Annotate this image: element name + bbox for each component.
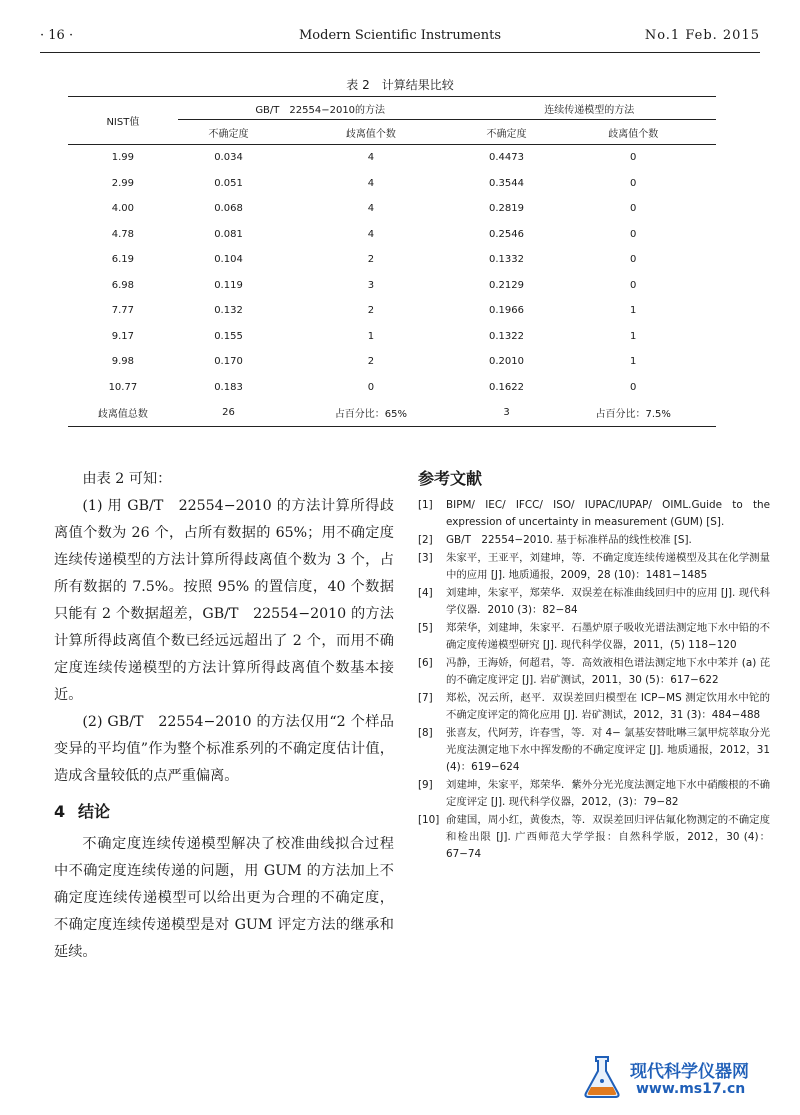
gbt-outliers-cell: 4	[367, 228, 375, 240]
total-cell: 26	[222, 407, 235, 419]
gbt-uncertainty-cell: 0.183	[214, 381, 243, 393]
nist-value-cell: 9.98	[111, 356, 135, 368]
gbt-uncertainty-cell: 0.132	[214, 305, 243, 317]
references	[418, 466, 770, 864]
nist-value-cell: 6.19	[111, 254, 135, 266]
total-cell: 占百分比：7.5%	[595, 409, 671, 421]
continuous-uncertainty-cell: 0.3544	[489, 177, 524, 189]
references-title: 参考文献	[418, 469, 483, 488]
continuous-uncertainty-cell: 0.1966	[489, 305, 524, 317]
nist-value-cell: 10.77	[108, 381, 138, 393]
header-rule	[40, 52, 760, 53]
continuous-uncertainty-cell: 0.2010	[489, 356, 524, 368]
journal-name: Modern Scientific Instruments	[298, 28, 502, 43]
reference-number: [3]	[418, 552, 433, 564]
continuous-outliers-cell: 0	[630, 203, 637, 215]
gbt-outliers-cell: 3	[367, 279, 375, 291]
reference-text: 张喜友，代阿芳，许春雪，等．对 4− 氯基安替吡啉三氯甲烷萃取分光光度法测定地下水中挥发酚的不确定度评定 [J]. 地质通报，2012，31 (4)：619−624	[446, 727, 770, 773]
nist-value-cell: 9.17	[111, 330, 135, 342]
continuous-outliers-cell: 1	[630, 305, 637, 317]
total-cell: 歧离值总数	[97, 409, 148, 421]
nist-value-cell: 4.78	[111, 228, 135, 240]
gbt-outliers-cell: 1	[367, 330, 375, 342]
continuous-uncertainty-cell: 0.2546	[489, 228, 524, 240]
reference-number: [4]	[418, 587, 433, 599]
gbt-uncertainty-cell: 0.081	[214, 228, 243, 240]
section-heading	[54, 798, 394, 825]
continuous-uncertainty-cell: 0.1332	[489, 254, 524, 266]
continuous-uncertainty-cell: 0.1622	[489, 381, 524, 393]
reference-text: 刘建坤，朱家平，郑荣华．紫外分光光度法测定地下水中硝酸根的不确定度评定 [J]. 现代科学仪器，2012，(3)：79−82	[446, 779, 770, 808]
reference-item	[418, 655, 770, 689]
nist-value-cell: 4.00	[111, 203, 135, 215]
table-row	[68, 375, 716, 401]
reference-number: [5]	[418, 622, 433, 634]
watermark-name: 现代科学仪器网	[630, 1062, 749, 1082]
reference-number: [9]	[418, 779, 433, 791]
nist-value-cell: 6.98	[111, 279, 135, 291]
table-row	[68, 222, 716, 248]
reference-item	[418, 690, 770, 724]
reference-item	[418, 497, 770, 531]
table-row	[68, 324, 716, 350]
paragraph: (2) GB/T 22554−2010 的方法仅用“2 个样品变异的平均值”作为整个标准系列的不确定度估计值，造成含量较低的点严重偏离。	[54, 714, 394, 784]
reference-text: BIPM/ IEC/ IFCC/ ISO/ IUPAC/IUPAP/ OIML.Guide to the expression of uncertainty in measurement (GUM) [S].	[446, 499, 770, 528]
page-number: · 16 ·	[40, 28, 74, 43]
reference-item	[418, 585, 770, 619]
continuous-outliers-cell: 0	[630, 254, 637, 266]
nist-value-cell: 2.99	[111, 177, 135, 189]
reference-number: [1]	[418, 499, 433, 511]
group-continuous: 连续传递模型的方法	[463, 97, 716, 120]
continuous-outliers-cell: 0	[630, 381, 637, 393]
reference-text: 朱家平，王亚平，刘建坤，等．不确定度连续传递模型及其在化学测量中的应用 [J]. 地质通报，2009，28 (10)：1481−1485	[446, 552, 770, 581]
issue-info: No.1 Feb. 2015	[644, 28, 760, 43]
continuous-outliers-cell: 0	[630, 177, 637, 189]
nist-value-cell: 1.99	[111, 152, 135, 164]
reference-item	[418, 812, 770, 863]
table-row	[68, 196, 716, 222]
reference-text: 刘建坤，朱家平，郑荣华．双误差在标准曲线回归中的应用 [J]. 现代科学仪器．2010 (3)：82−84	[446, 587, 770, 616]
gbt-outliers-cell: 0	[367, 381, 375, 393]
col-outliers-1: 歧离值个数	[279, 120, 462, 145]
running-header	[40, 28, 760, 48]
continuous-uncertainty-cell: 0.2129	[489, 279, 524, 291]
gbt-uncertainty-cell: 0.034	[214, 152, 243, 164]
reference-list	[418, 497, 770, 863]
gbt-outliers-cell: 4	[367, 203, 375, 215]
reference-number: [8]	[418, 727, 433, 739]
reference-item	[418, 725, 770, 776]
section-title: 结论	[78, 802, 111, 821]
reference-item	[418, 620, 770, 654]
continuous-uncertainty-cell: 0.2819	[489, 203, 524, 215]
gbt-uncertainty-cell: 0.068	[214, 203, 243, 215]
col-outliers-2: 歧离值个数	[550, 120, 716, 145]
table-row	[68, 247, 716, 273]
gbt-uncertainty-cell: 0.155	[214, 330, 243, 342]
total-cell: 3	[503, 407, 510, 419]
table-row	[68, 349, 716, 375]
table-row	[68, 298, 716, 324]
gbt-uncertainty-cell: 0.170	[214, 356, 243, 368]
col-nist: NIST值	[68, 97, 178, 145]
nist-value-cell: 7.77	[111, 305, 135, 317]
table-caption: 表 2 计算结果比较	[346, 78, 454, 92]
continuous-outliers-cell: 0	[630, 228, 637, 240]
paragraph: 不确定度连续传递模型解决了校准曲线拟合过程中不确定度连续传递的问题，用 GUM 的方法加上不确定度连续传递模型可以给出更为合理的不确定度，不确定度连续传递模型是对 GUM 评定方法的继承和延续。	[54, 836, 394, 960]
reference-text: 俞建国，周小红，黄俊杰，等．双误差回归评估氟化物测定的不确定度和检出限 [J]. 广西师范大学学报：自然科学版，2012，30 (4)：67−74	[446, 814, 770, 860]
watermark-url: www.ms17.cn	[636, 1081, 746, 1097]
group-gbt: GB/T 22554−2010的方法	[178, 97, 463, 120]
gbt-outliers-cell: 4	[367, 152, 375, 164]
gbt-outliers-cell: 2	[367, 305, 375, 317]
col-uncertainty-2: 不确定度	[463, 120, 551, 145]
reference-item	[418, 532, 770, 549]
reference-item	[418, 550, 770, 584]
gbt-uncertainty-cell: 0.104	[214, 254, 243, 266]
paragraph: (1) 用 GB/T 22554−2010 的方法计算所得歧离值个数为 26 个，占所有数据的 65%；用不确定度连续传递模型的方法计算所得歧离值个数为 3 个，占所有数据的 7.5%。按照 95% 的置信度，40 个数据只能有 2 个数据超差，GB/T 22554−2010 的方法计算所得歧离值个数已经远远超出了 2 个，而用不确定度连续传递模型的方法计算所得歧离值个数基本接近。	[54, 498, 394, 703]
flask-logo-icon	[578, 1053, 626, 1101]
reference-item	[418, 777, 770, 811]
reference-text: 冯静，王海娇，何超君，等．高效液相色谱法测定地下水中苯并 (a) 芘的不确定度评定 [J]. 岩矿测试，2011，30 (5)：617−622	[446, 657, 770, 686]
gbt-outliers-cell: 2	[367, 356, 375, 368]
table-total-row	[68, 400, 716, 426]
continuous-outliers-cell: 1	[630, 356, 637, 368]
reference-number: [7]	[418, 692, 433, 704]
gbt-uncertainty-cell: 0.051	[214, 177, 243, 189]
gbt-uncertainty-cell: 0.119	[214, 279, 243, 291]
section-number: 4	[54, 802, 66, 821]
table-row	[68, 273, 716, 299]
table-row	[68, 171, 716, 197]
continuous-outliers-cell: 0	[630, 279, 637, 291]
reference-text: 郑松，况云所，赵平．双误差回归模型在 ICP−MS 测定饮用水中铊的不确定度评定的简化应用 [J]. 岩矿测试，2012，31 (3)：484−488	[446, 692, 770, 721]
continuous-uncertainty-cell: 0.1322	[489, 330, 524, 342]
reference-text: 郑荣华，刘建坤，朱家平．石墨炉原子吸收光谱法测定地下水中铅的不确定度传递模型研究 [J]. 现代科学仪器，2011，(5) 118−120	[446, 622, 770, 651]
reference-number: [2]	[418, 534, 433, 546]
paragraph: 由表 2 可知：	[82, 471, 172, 487]
body-text	[54, 466, 394, 966]
continuous-outliers-cell: 0	[630, 152, 637, 164]
gbt-outliers-cell: 2	[367, 254, 375, 266]
reference-number: [10]	[418, 814, 440, 826]
gbt-outliers-cell: 4	[367, 177, 375, 189]
reference-number: [6]	[418, 657, 433, 669]
total-cell: 占百分比：65%	[334, 409, 408, 421]
continuous-outliers-cell: 1	[630, 330, 637, 342]
table-row	[68, 145, 716, 171]
reference-text: GB/T 22554−2010. 基于标准样品的线性校准 [S].	[446, 534, 692, 546]
continuous-uncertainty-cell: 0.4473	[489, 152, 524, 164]
site-watermark	[578, 1051, 788, 1105]
results-table	[68, 96, 716, 427]
col-uncertainty-1: 不确定度	[178, 120, 280, 145]
